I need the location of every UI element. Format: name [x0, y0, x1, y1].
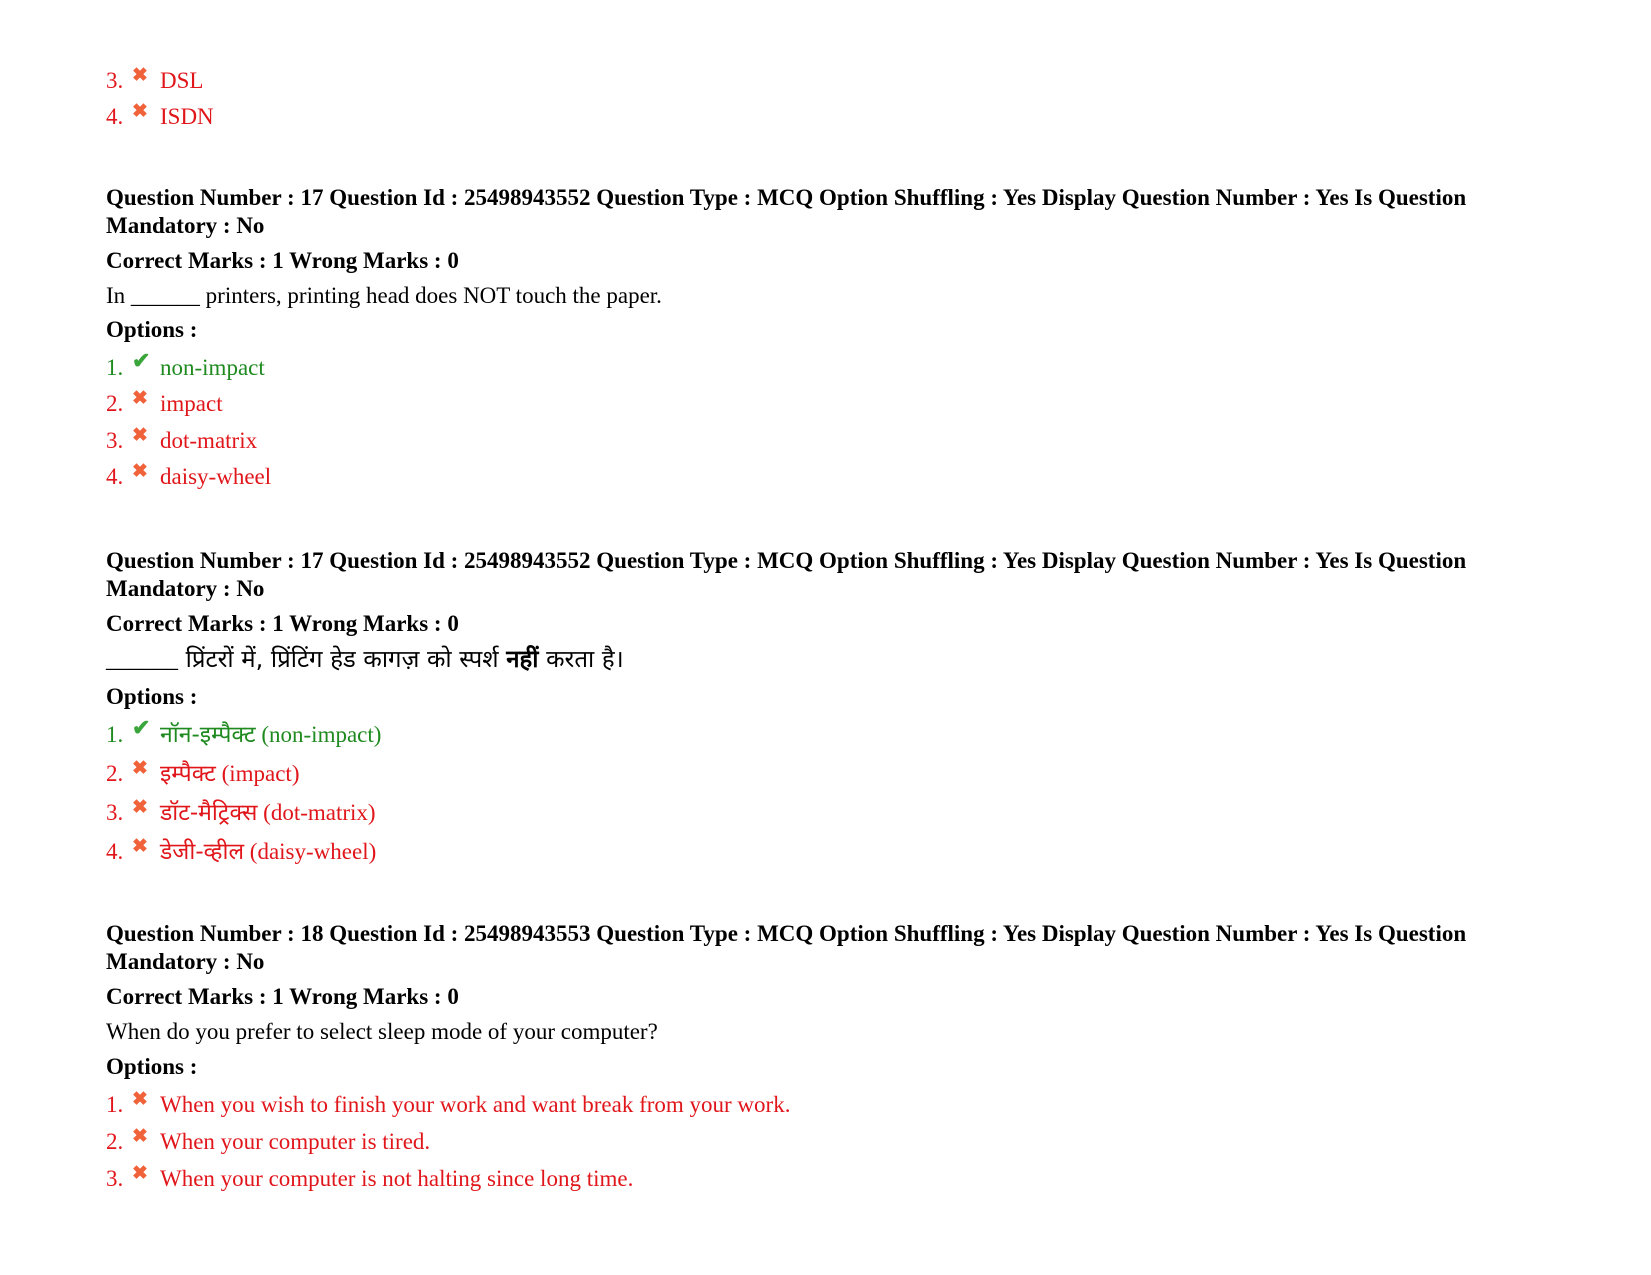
question-text-part: करता है। [538, 645, 624, 673]
option-item [106, 462, 271, 492]
option-item [106, 1090, 790, 1120]
cross-icon: ✖ [132, 388, 148, 409]
cross-icon: ✖ [132, 425, 148, 446]
options-label: Options : [106, 1054, 198, 1079]
option-number: 4. [106, 464, 124, 489]
option-text-hindi: नॉन-इम्पैक्ट [160, 722, 256, 748]
option-text: When your computer is not halting since long time. [160, 1166, 634, 1191]
option-number: 3. [106, 800, 124, 825]
option-number: 1. [106, 355, 124, 380]
cross-icon: ✖ [132, 1126, 148, 1147]
option-text: When your computer is tired. [160, 1129, 431, 1154]
option-item [106, 798, 376, 828]
option-text: ISDN [160, 104, 214, 129]
cross-icon: ✖ [132, 65, 148, 86]
question-text [106, 644, 624, 675]
option-item [106, 426, 257, 456]
question-marks: Correct Marks : 1 Wrong Marks : 0 [106, 248, 459, 273]
option-item [106, 348, 265, 383]
option-item [106, 759, 299, 789]
option-item [106, 1164, 633, 1194]
option-text: non-impact [160, 355, 265, 380]
question-marks: Correct Marks : 1 Wrong Marks : 0 [106, 984, 459, 1009]
option-text: (daisy-wheel) [244, 839, 377, 864]
check-icon: ✔ [132, 715, 151, 740]
cross-icon: ✖ [132, 797, 148, 818]
question-text-part: प्रिंटरों में, प्रिंटिंग हेड कागज़ को स्पर्श [178, 645, 507, 673]
option-text: DSL [160, 68, 204, 93]
option-number: 3. [106, 68, 124, 93]
option-text: (impact) [215, 761, 300, 786]
option-text: (non-impact) [255, 722, 382, 747]
cross-icon: ✖ [132, 461, 148, 482]
options-label: Options : [106, 317, 198, 342]
check-icon: ✔ [132, 348, 151, 373]
option-text-hindi: इम्पैक्ट [160, 761, 216, 787]
option-text-hindi: डॉट-मैट्रिक्स [160, 800, 258, 826]
cross-icon: ✖ [132, 1163, 148, 1184]
option-item [106, 66, 203, 96]
question-blank: ______ [106, 647, 178, 673]
option-item [106, 389, 223, 419]
option-text-hindi: डेजी-व्हील [160, 839, 245, 865]
options-label: Options : [106, 684, 198, 709]
question-meta: Question Number : 17 Question Id : 25498943552 Question Type : MCQ Option Shuffling : Yes Display Question Number : Yes Is Question Mandatory : No [106, 185, 1467, 238]
cross-icon: ✖ [132, 836, 148, 857]
option-number: 4. [106, 839, 124, 864]
question-meta: Question Number : 18 Question Id : 25498943553 Question Type : MCQ Option Shuffling : Yes Display Question Number : Yes Is Question Mandatory : No [106, 921, 1467, 974]
option-number: 3. [106, 1166, 124, 1191]
option-number: 2. [106, 391, 124, 416]
option-text: impact [160, 391, 223, 416]
option-item [106, 837, 376, 867]
cross-icon: ✖ [132, 758, 148, 779]
option-text: daisy-wheel [160, 464, 272, 489]
option-number: 4. [106, 104, 124, 129]
option-number: 1. [106, 1092, 124, 1117]
option-item [106, 715, 382, 750]
cross-icon: ✖ [132, 1089, 148, 1110]
option-text: (dot-matrix) [257, 800, 376, 825]
cross-icon: ✖ [132, 101, 148, 122]
option-number: 2. [106, 761, 124, 786]
option-text: When you wish to finish your work and want break from your work. [160, 1092, 791, 1117]
option-number: 1. [106, 722, 124, 747]
option-item [106, 1127, 430, 1157]
question-meta: Question Number : 17 Question Id : 25498943552 Question Type : MCQ Option Shuffling : Yes Display Question Number : Yes Is Question Mandatory : No [106, 548, 1467, 601]
option-number: 2. [106, 1129, 124, 1154]
option-item [106, 102, 214, 132]
question-text: In ______ printers, printing head does NOT touch the paper. [106, 283, 662, 308]
option-text: dot-matrix [160, 428, 258, 453]
question-text-emphasis: नहीं [506, 645, 539, 673]
question-marks: Correct Marks : 1 Wrong Marks : 0 [106, 611, 459, 636]
question-text: When do you prefer to select sleep mode of your computer? [106, 1019, 658, 1044]
option-number: 3. [106, 428, 124, 453]
